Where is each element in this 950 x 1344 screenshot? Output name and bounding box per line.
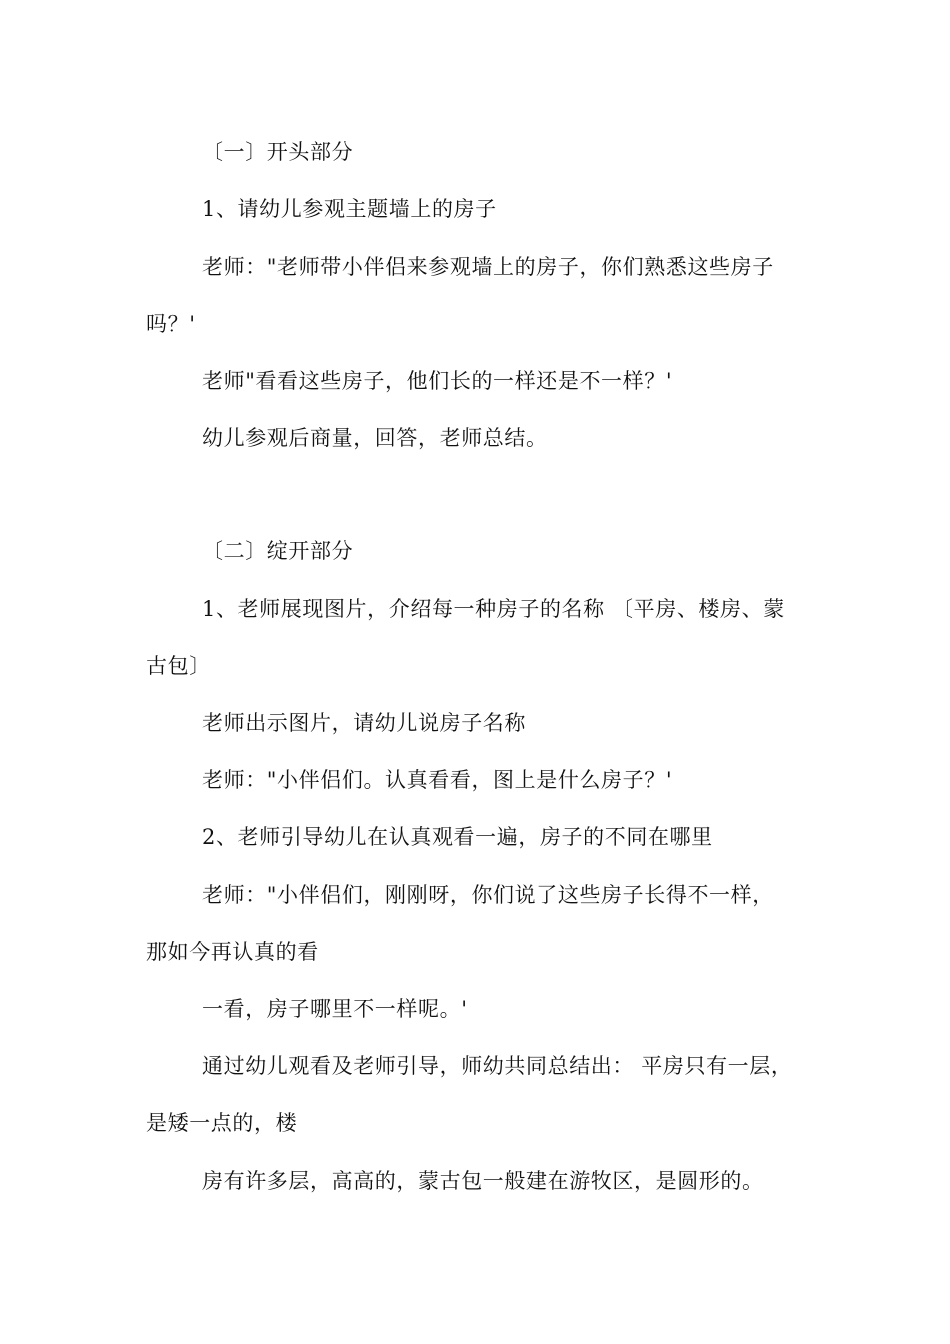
paragraph-line: 房有许多层，高高的，蒙古包一般建在游牧区，是圆形的。 <box>202 1169 764 1193</box>
list-item-1: 1、老师展现图片，介绍每一种房子的名称 〔平房、楼房、蒙 <box>202 597 785 621</box>
paragraph-line: 老师出示图片，请幼儿说房子名称 <box>202 711 526 735</box>
paragraph-line: 是矮一点的，楼 <box>146 1111 298 1135</box>
list-item-1: 1、请幼儿参观主题墙上的房子 <box>202 197 497 221</box>
paragraph-line: 幼儿参观后商量，回答，老师总结。 <box>202 426 548 450</box>
paragraph-line: 一看，房子哪里不一样呢。' <box>202 997 468 1021</box>
paragraph-line: 老师"看看这些房子，他们长的一样还是不一样？' <box>202 369 673 393</box>
paragraph-line: 老师："老师带小伴侣来参观墙上的房子，你们熟悉这些房子 <box>202 255 774 279</box>
section-heading-2: 〔二〕绽开部分 <box>202 539 354 563</box>
section-heading-1: 〔一〕开头部分 <box>202 140 354 164</box>
list-item-1-continuation: 古包〕 <box>146 654 211 678</box>
paragraph-line: 老师："小伴侣们。认真看看，图上是什么房子？' <box>202 768 673 792</box>
paragraph-line: 通过幼儿观看及老师引导，师幼共同总结出： 平房只有一层， <box>202 1054 793 1078</box>
paragraph-line: 那如今再认真的看 <box>146 940 319 964</box>
paragraph-line: 吗？' <box>146 312 196 336</box>
paragraph-line: 老师："小伴侣们，刚刚呀，你们说了这些房子长得不一样， <box>202 883 774 907</box>
list-item-2: 2、老师引导幼儿在认真观看一遍，房子的不同在哪里 <box>202 825 713 849</box>
